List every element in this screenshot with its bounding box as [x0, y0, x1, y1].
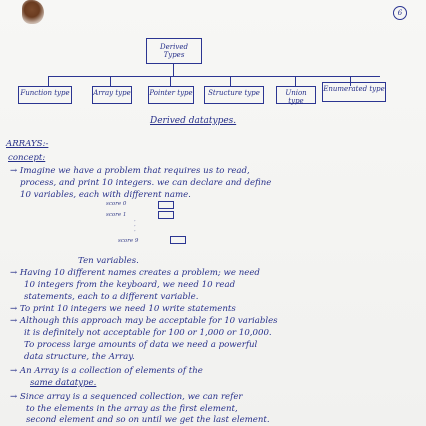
tree-connector [295, 76, 296, 86]
tree-node-enumerated: Enumerated type [322, 82, 386, 102]
tree-connector [170, 76, 171, 86]
tree-root: Derived Types [146, 38, 202, 64]
score-label: score 1 [106, 212, 127, 218]
heading-arrays: ARRAYS:- [6, 139, 49, 149]
score-box [170, 236, 186, 244]
ink-stain [22, 0, 44, 24]
tree-node-union: Union type [276, 86, 316, 104]
text-line: 10 variables, each with different name. [20, 190, 191, 200]
text-line: data structure, the Array. [24, 352, 135, 362]
tree-node-function: Function type [18, 86, 72, 104]
text-line: 10 integers from the keyboard, we need 10 read [24, 280, 236, 290]
diagram-caption: Derived datatypes. [150, 116, 237, 126]
text-line: it is definitely not acceptable for 100 or 1,000 or 10,000. [24, 328, 272, 338]
text-line: → To print 10 integers we need 10 write statements [10, 304, 236, 314]
tree-connector-stem [173, 64, 174, 76]
text-line: → Although this approach may be acceptable for 10 variables [10, 316, 278, 326]
notebook-page: 6 Derived Types Function type Array type Pointer type Structure type Union type Enumerated type Derived datatypes. ARRAYS:- concept: → Imagine we have a problem that requires us to read, process, and print 10 integers. we can declare and define 10 variables, each with different name. score 0 score 1 · · · score 9 Ten variables. → Having 10 different names creates a problem; we need 10 integers from the keyboard, we need 10 read statements, each to a different variable. → To print 10 integers we need 10 write statements → Although this approach may be acceptable for 10 variables it is definitely not acceptable for 100 or 1,000 or 10,000. To process large amounts of data we need a powerful data structure, the Array. → An Array is a collection of elements of the same datatype. → Since array is a sequenced collection, we can refer to the elements in the array as the first element, second element and so on until we get the last element. [0, 0, 426, 426]
heading-concept: concept: [8, 153, 46, 163]
text-line: statements, each to a different variable. [24, 292, 199, 302]
tree-node-array: Array type [92, 86, 132, 104]
text-line: → Having 10 different names creates a problem; we need [10, 268, 260, 278]
tree-connector [110, 76, 111, 86]
text-line: → An Array is a collection of elements of the [10, 366, 203, 376]
text-line: same datatype. [30, 378, 97, 388]
tree-connector [230, 76, 231, 86]
page-number: 6 [393, 6, 407, 20]
tree-node-pointer: Pointer type [148, 86, 194, 104]
score-label: score 0 [106, 201, 127, 207]
text-line: second element and so on until we get the last element. [26, 415, 270, 425]
text-line: to the elements in the array as the first element, [26, 404, 238, 414]
tree-node-structure: Structure type [204, 86, 264, 104]
tree-connector-bar [48, 76, 380, 77]
text-line: To process large amounts of data we need a powerful [24, 340, 258, 350]
text-line: process, and print 10 integers. we can declare and define [20, 178, 272, 188]
score-label: score 9 [118, 238, 139, 244]
text-line: → Imagine we have a problem that requires us to read, [10, 166, 250, 176]
tree-connector [48, 76, 49, 86]
text-line: → Since array is a sequenced collection, we can refer [10, 392, 243, 402]
ten-variables-label: Ten variables. [78, 256, 139, 266]
score-box [158, 211, 174, 219]
score-box [158, 201, 174, 209]
